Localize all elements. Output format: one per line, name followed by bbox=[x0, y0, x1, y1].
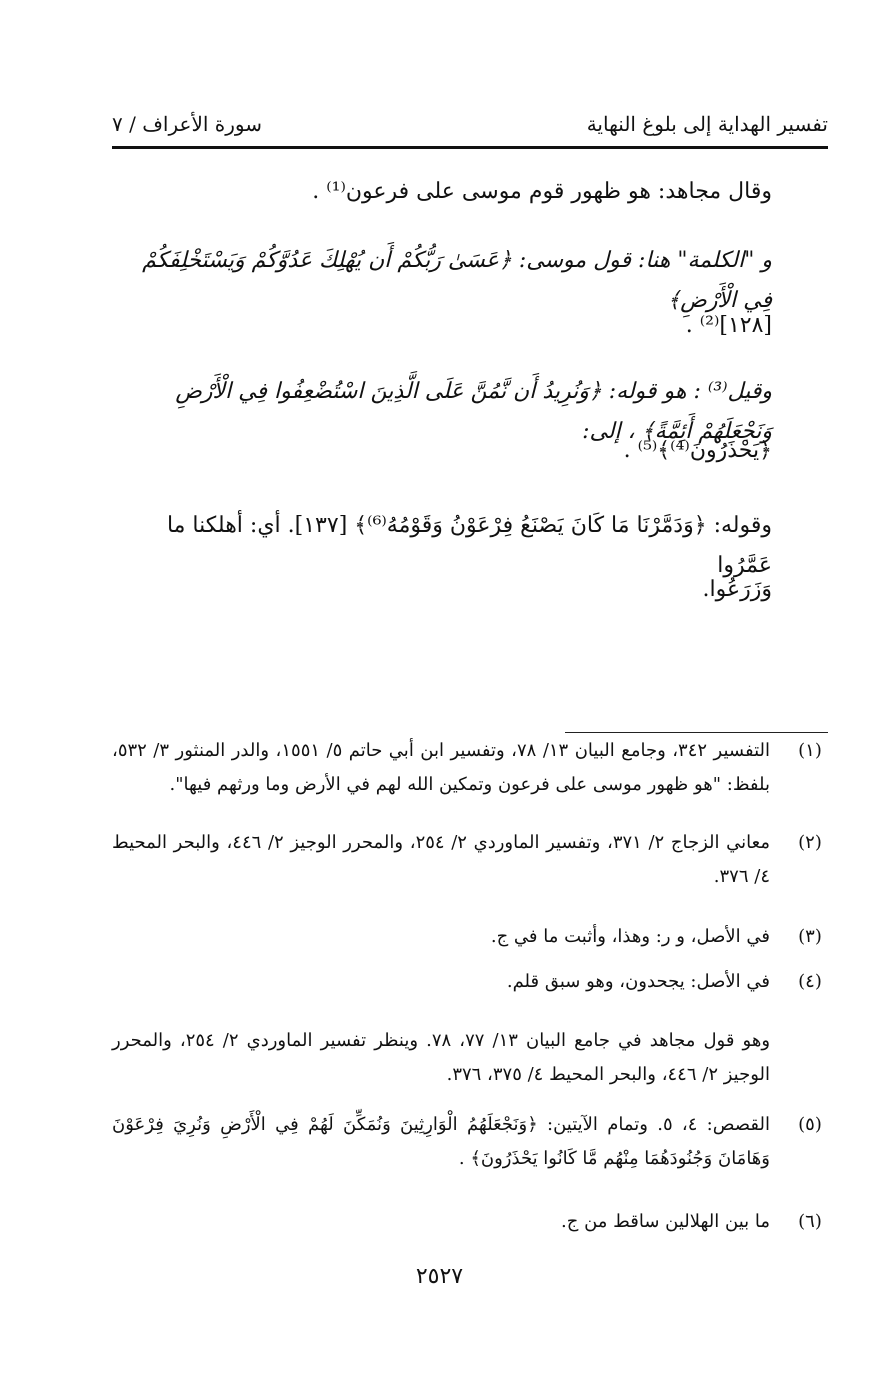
footnote-text: القصص: ٤، ٥. وتمام الآيتين: ﴿وَنَجْعَلَهُمُ الْوَارِثِينَ وَنُمَكِّنَ لَهُمْ فِي الْأَرْضِ وَنُرِيَ فِرْعَوْنَ وَهَامَانَ وَجُنُودَهُمَا مِنْهُم مَّا كَانُوا يَحْذَرُونَ﴾ . bbox=[112, 1114, 770, 1169]
footnote-text: ما بين الهلالين ساقط من ج. bbox=[561, 1211, 770, 1232]
footnote-6 bbox=[112, 1205, 828, 1239]
footnote-number: (١) bbox=[798, 740, 822, 761]
surah-title: سورة الأعراف / ٧ bbox=[112, 112, 263, 136]
footnote-text: في الأصل: يجحدون، وهو سبق قلم. bbox=[506, 971, 770, 992]
footnote-4-continuation: وهو قول مجاهد في جامع البيان ١٣/ ٧٧، ٧٨. وينظر تفسير الماوردي ٢/ ٢٥٤، والمحرر الوجيز ٢/ ٤٤٦، والبحر المحيط ٤/ ٣٧٥، ٣٧٦. bbox=[112, 1030, 771, 1085]
footnote-text: معاني الزجاج ٢/ ٣٧١، وتفسير الماوردي ٢/ ٢٥٤، والمحرر الوجيز ٢/ ٤٤٦، والبحر المحيط ٤/ ٣٧٦. bbox=[112, 832, 770, 887]
footnote-2 bbox=[112, 826, 828, 894]
book-title: تفسير الهداية إلى بلوغ النهاية bbox=[586, 112, 828, 136]
footnote-5 bbox=[112, 1108, 828, 1176]
footnote-text: التفسير ٣٤٢، وجامع البيان ١٣/ ٧٨، وتفسير ابن أبي حاتم ٥/ ١٥٥١، والدر المنثور ٣/ ٥٣٢، بلفظ: "هو ظهور موسى على فرعون وتمكين الله لهم في الأرض وما ورثهم فيها". bbox=[112, 740, 770, 795]
paragraph-kalima-ref: [١٢٨]⁽²⁾ . bbox=[685, 313, 772, 338]
footnote-number: (٦) bbox=[798, 1211, 822, 1232]
paragraph-qeel: وقيل⁽³⁾ : هو قوله: ﴿وَنُرِيدُ أَن نَّمُنَّ عَلَى الَّذِينَ اسْتُضْعِفُوا فِي الْأَرْضِ وَنَجْعَلَهُمْ أَئِمَّةً﴾ ، إلى: bbox=[175, 379, 772, 444]
footnote-1 bbox=[112, 734, 828, 802]
footnote-divider bbox=[565, 732, 828, 733]
footnote-3 bbox=[112, 920, 828, 954]
footnote-number: (٤) bbox=[798, 971, 822, 992]
footnote-number: (٢) bbox=[798, 832, 822, 853]
footnote-4 bbox=[112, 965, 828, 999]
paragraph-dammarna-end: وَزَرَعُوا. bbox=[702, 577, 772, 602]
footnote-number: (٣) bbox=[798, 926, 822, 947]
paragraph-kalima: و "الكلمة" هنا: قول موسى: ﴿عَسَىٰ رَبُّكُمْ أَن يُهْلِكَ عَدُوَّكُمْ وَيَسْتَخْلِفَكُمْ فِي الْأَرْضِ﴾ bbox=[142, 248, 772, 313]
running-header bbox=[112, 112, 828, 144]
footnote-number: (٥) bbox=[798, 1114, 822, 1135]
paragraph-dammarna: وقوله: ﴿وَدَمَّرْنَا مَا كَانَ يَصْنَعُ فِرْعَوْنُ وَقَوْمُهُ⁽⁶⁾﴾ [١٣٧]. أي: أهلكنا ما عَمَّرُوا bbox=[166, 513, 772, 578]
footnote-text: في الأصل، و ر: وهذا، وأثبت ما في ج. bbox=[490, 926, 770, 947]
paragraph-mujahid: وقال مجاهد: هو ظهور قوم موسى على فرعون⁽¹⁾ . bbox=[312, 179, 772, 204]
page-number: ٢٥٢٧ bbox=[415, 1264, 464, 1289]
paragraph-qeel-end: ﴿يَحْذَرُونَ⁽⁴⁾﴾⁽⁵⁾ . bbox=[623, 438, 772, 463]
header-divider bbox=[112, 146, 828, 149]
